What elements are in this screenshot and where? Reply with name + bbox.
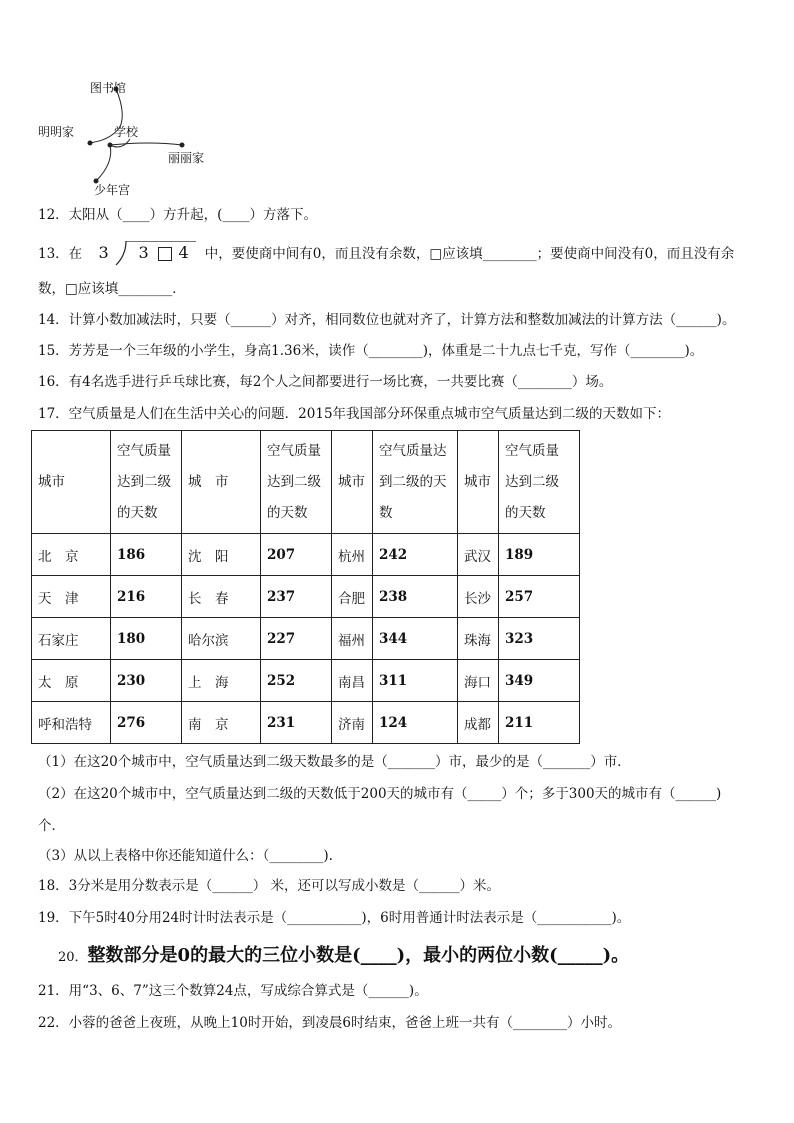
header-days xyxy=(499,431,580,534)
question-15: 15．芳芳是一个三年级的小学生，身高1.36米，读作（________)，体重是二十九点七千克，写作（________)。 xyxy=(38,343,704,359)
days-cell: 252 xyxy=(261,660,332,702)
air-quality-table xyxy=(31,430,580,744)
map-label-lili-home: 丽丽家 xyxy=(168,151,205,165)
header-days-line: 的天数 xyxy=(117,504,158,521)
city-cell: 南昌 xyxy=(332,660,373,702)
days-cell: 189 xyxy=(499,534,580,576)
header-days-line: 达到二级 xyxy=(267,473,321,490)
city-cell: 天 津 xyxy=(32,576,111,618)
city-cell: 长 春 xyxy=(182,576,261,618)
header-days xyxy=(261,431,332,534)
city-cell: 福州 xyxy=(332,618,373,660)
city-cell: 珠海 xyxy=(458,618,499,660)
city-cell: 太 原 xyxy=(32,660,111,702)
question-16: 16．有4名选手进行乒乓球比赛，每2个人之间都要进行一场比赛，一共要比赛（________）场。 xyxy=(38,374,613,390)
days-cell: 186 xyxy=(111,534,182,576)
table-row xyxy=(32,576,580,618)
header-city: 城市 xyxy=(32,431,111,534)
days-cell: 211 xyxy=(499,702,580,744)
header-city: 城 市 xyxy=(182,431,261,534)
question-18: 18．3分米是用分数表示是（______） 米，还可以写成小数是（______）米。 xyxy=(38,878,501,894)
map-label-youth-palace: 少年宫 xyxy=(94,183,131,197)
question-17-2: （2）在这20个城市中，空气质量达到二级的天数低于200天的城市有（_____）个；多于300天的城市有（______) xyxy=(38,786,722,802)
divisor: 3 xyxy=(98,242,109,262)
table-row xyxy=(32,618,580,660)
header-days-line: 达到二级 xyxy=(505,473,559,490)
days-cell: 242 xyxy=(373,534,458,576)
days-cell: 237 xyxy=(261,576,332,618)
city-cell: 沈 阳 xyxy=(182,534,261,576)
header-days xyxy=(373,431,458,534)
days-cell: 349 xyxy=(499,660,580,702)
days-cell: 344 xyxy=(373,618,458,660)
table-body xyxy=(32,534,580,744)
question-13-cont: 数，□应该填________． xyxy=(38,281,186,297)
city-cell: 南 京 xyxy=(182,702,261,744)
city-cell: 合肥 xyxy=(332,576,373,618)
question-17-3: （3）从以上表格中你还能知道什么：（________). xyxy=(38,848,333,864)
city-cell: 杭州 xyxy=(332,534,373,576)
dividend-last-digit: 4 xyxy=(178,242,189,262)
days-cell: 231 xyxy=(261,702,332,744)
q20-text: 整数部分是0的最大的三位小数是(____)，最小的两位小数(_____)。 xyxy=(87,945,630,966)
days-cell: 238 xyxy=(373,576,458,618)
header-city: 城市 xyxy=(332,431,373,534)
question-17: 17．空气质量是人们在生活中关心的问题．2015年我国部分环保重点城市空气质量达到二级的天数如下： xyxy=(38,406,671,422)
question-21: 21．用“3、6、7”这三个数算24点，写成综合算式是（______)。 xyxy=(38,983,428,999)
city-cell: 成都 xyxy=(458,702,499,744)
city-cell: 武汉 xyxy=(458,534,499,576)
table-row xyxy=(32,534,580,576)
city-cell: 上 海 xyxy=(182,660,261,702)
city-cell: 济南 xyxy=(332,702,373,744)
city-cell: 海口 xyxy=(458,660,499,702)
question-19: 19．下午5时40分用24时计时法表示是（___________)，6时用普通计时法表示是（___________)。 xyxy=(38,910,631,926)
days-cell: 230 xyxy=(111,660,182,702)
question-14: 14．计算小数加减法时，只要（______）对齐，相同数位也就对齐了，计算方法和整数加减法的计算方法（______)。 xyxy=(38,312,736,328)
table-row xyxy=(32,702,580,744)
header-days-line: 的天数 xyxy=(267,504,308,521)
city-cell: 哈尔滨 xyxy=(182,618,261,660)
table-row xyxy=(32,660,580,702)
days-cell: 311 xyxy=(373,660,458,702)
city-cell: 石家庄 xyxy=(32,618,111,660)
days-cell: 257 xyxy=(499,576,580,618)
days-cell: 180 xyxy=(111,618,182,660)
q13-suffix: 中，要使商中间有0，而且没有余数，□应该填________；要使商中间没有0，而且没有余 xyxy=(204,246,735,262)
question-17-2-cont: 个． xyxy=(38,818,65,834)
header-days-line: 达到二级 xyxy=(117,473,171,490)
city-cell: 呼和浩特 xyxy=(32,702,111,744)
question-22: 22．小蓉的爸爸上夜班，从晚上10时开始，到凌晨6时结束，爸爸上班一共有（________）小时。 xyxy=(38,1015,621,1031)
question-13 xyxy=(38,244,734,265)
city-cell: 北 京 xyxy=(32,534,111,576)
header-days-line: 空气质量 xyxy=(505,442,559,459)
question-12: 12．太阳从（____）方升起，(____）方落下。 xyxy=(38,207,317,223)
direction-map xyxy=(30,75,230,200)
days-cell: 207 xyxy=(261,534,332,576)
header-days-line: 空气质量达 xyxy=(379,442,447,459)
question-17-1: （1）在这20个城市中，空气质量达到二级天数最多的是（_______）市，最少的是（_______）市． xyxy=(38,754,631,770)
table-header-row xyxy=(32,431,580,534)
days-cell: 276 xyxy=(111,702,182,744)
header-days xyxy=(111,431,182,534)
question-20 xyxy=(58,944,629,970)
q20-number: 20． xyxy=(58,950,88,965)
header-days-line: 的天数 xyxy=(505,504,546,521)
days-cell: 323 xyxy=(499,618,580,660)
dividend-first-digit: 3 xyxy=(138,242,149,262)
city-cell: 长沙 xyxy=(458,576,499,618)
days-cell: 124 xyxy=(373,702,458,744)
map-label-mingming-home: 明明家 xyxy=(38,125,75,139)
header-days-line: 空气质量 xyxy=(267,442,321,459)
days-cell: 227 xyxy=(261,618,332,660)
blank-box xyxy=(158,247,172,261)
header-city: 城市 xyxy=(458,431,499,534)
q13-prefix: 13．在 xyxy=(38,246,83,262)
map-label-library: 图书馆 xyxy=(90,81,127,95)
days-cell: 216 xyxy=(111,576,182,618)
header-days-line: 到二级的天 xyxy=(379,473,447,490)
header-days-line: 数 xyxy=(379,504,393,521)
header-days-line: 空气质量 xyxy=(117,442,171,459)
long-division-figure xyxy=(88,242,198,265)
map-label-school: 学校 xyxy=(114,125,139,139)
